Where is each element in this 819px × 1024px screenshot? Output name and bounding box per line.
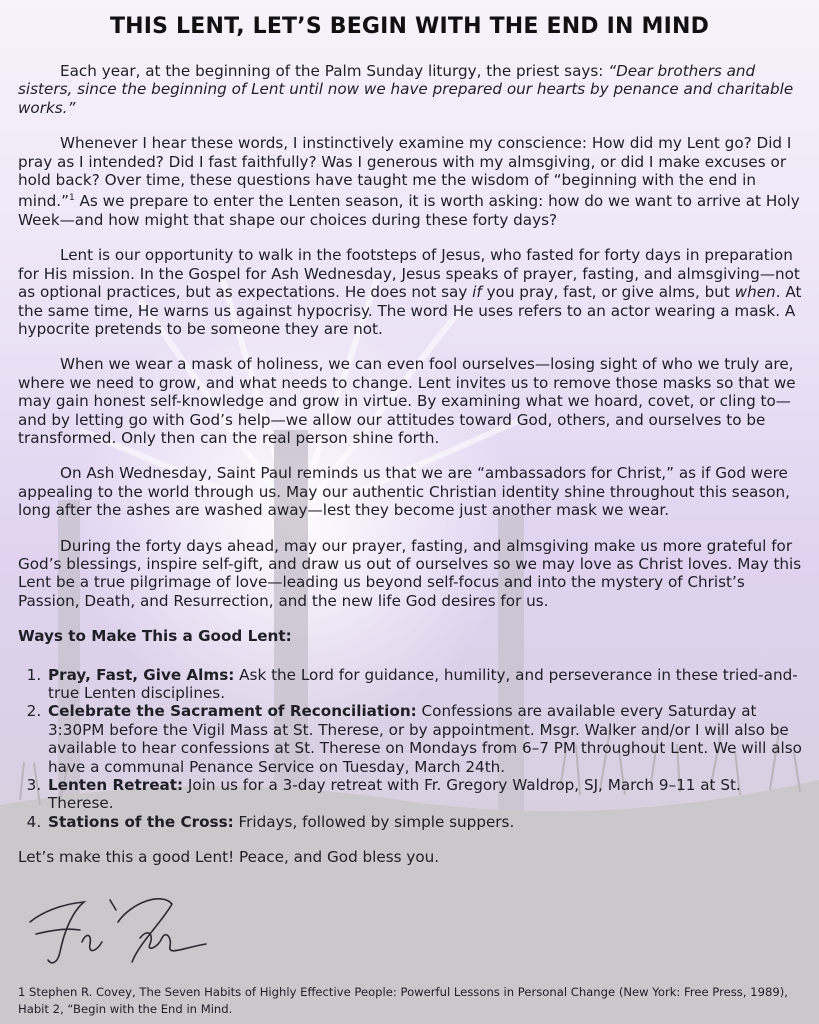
list-item-label: Celebrate the Sacrament of Reconciliation:: [48, 702, 417, 721]
signature: [22, 882, 212, 972]
list-item: [46, 776, 804, 813]
list-item: [46, 702, 804, 776]
p3-text-b: you pray, fast, or give alms, but: [481, 283, 735, 302]
p2-text-a: Whenever I hear these words, I instinctively examine my conscience: How did my Lent go? Did I pray as I intended? Did I fast faithfully? Was I generous with my almsgiving, or did I make excuses or hold back? Over time, these questions have taught me the wisdom of “beginning with the end in mind.”: [18, 134, 792, 211]
p1-quote: “Dear brothers and sisters, since the beginning of Lent until now we have prepared our hearts by penance and charitable works.”: [18, 62, 794, 117]
ways-list: [18, 666, 804, 832]
letter-body: [18, 62, 804, 884]
paragraph-4: When we wear a mask of holiness, we can even fool ourselves—losing sight of who we truly are, where we need to grow, and what needs to change. Lent invites us to remove those masks so that we may gain honest self-knowledge and grow in virtue. By examining what we hoard, covet, or cling to—and by letting go with God’s help—we allow our attitudes toward God, others, and ourselves to be transformed. Only then can the real person shine forth.: [18, 355, 796, 447]
p3-when: when: [734, 283, 776, 302]
p3-text-a: Lent is our opportunity to walk in the footsteps of Jesus, who fasted for forty days in preparation for His mission. In the Gospel for Ash Wednesday, Jesus speaks of prayer, fasting, and almsgiving—not as optional practices, but as expectations. He does not say: [18, 246, 800, 302]
list-item-text: Fridays, followed by simple suppers.: [233, 812, 515, 831]
ways-heading: Ways to Make This a Good Lent:: [18, 627, 292, 646]
list-item-text: Join us for a 3-day retreat with Fr. Gregory Waldrop, SJ, March 9–11 at St. Therese.: [48, 776, 741, 813]
list-item-label: Stations of the Cross:: [48, 812, 234, 831]
footnote-ref: 1: [68, 193, 75, 204]
paragraph-5: On Ash Wednesday, Saint Paul reminds us that we are “ambassadors for Christ,” as if God were appealing to the world through us. May our authentic Christian identity shine throughout this season, long after the ashes are washed away—lest they become just another mask we wear.: [18, 464, 790, 520]
paragraph-1: [18, 62, 804, 117]
paragraph-6: During the forty days ahead, may our prayer, fasting, and almsgiving make us more grateful for God’s blessings, inspire self-gift, and draw us out of ourselves so we may love as Christ loves. May this Lent be a true pilgrimage of love—leading us beyond self-focus and into the mystery of Christ’s Passion, Death, and Resurrection, and the new life God desires for us.: [18, 536, 802, 610]
list-item-text: Ask the Lord for guidance, humility, and perseverance in these tried-and-true Lenten disciplines.: [48, 665, 798, 703]
paragraph-2: [18, 134, 804, 229]
list-item-text: Confessions are available every Saturday at 3:30PM before the Vigil Mass at St. Therese, or by appointment. Msgr. Walker and/or I will also be available to hear confessions at St. Therese on Mondays from 6–7 PM throughout Lent. We will also have a communal Penance Service on Tuesday, March 24th.: [48, 702, 802, 776]
p3-text-c: . At the same time, He warns us against hypocrisy. The word He uses refers to an actor wearing a mask. A hypocrite pretends to be someone they are not.: [18, 283, 802, 338]
p3-if: if: [472, 283, 482, 302]
list-item: [46, 666, 804, 703]
p2-text-b: As we prepare to enter the Lenten season, it is worth asking: how do we want to arrive at Holy Week—and how might that shape our choices during these forty days?: [18, 192, 800, 229]
page-title: THIS LENT, LET’S BEGIN WITH THE END IN MIND: [109, 14, 710, 39]
list-item: [46, 813, 804, 831]
closing-line: Let’s make this a good Lent! Peace, and God bless you.: [18, 848, 440, 867]
p1-intro: Each year, at the beginning of the Palm Sunday liturgy, the priest says:: [60, 62, 609, 80]
list-item-label: Pray, Fast, Give Alms:: [48, 665, 235, 684]
list-item-label: Lenten Retreat:: [48, 776, 184, 795]
footnote: 1 Stephen R. Covey, The Seven Habits of Highly Effective People: Powerful Lessons in Personal Change (New York: Free Press, 1989), Habit 2, “Begin with the End in Mind.: [18, 985, 788, 1016]
paragraph-3: [18, 246, 804, 338]
